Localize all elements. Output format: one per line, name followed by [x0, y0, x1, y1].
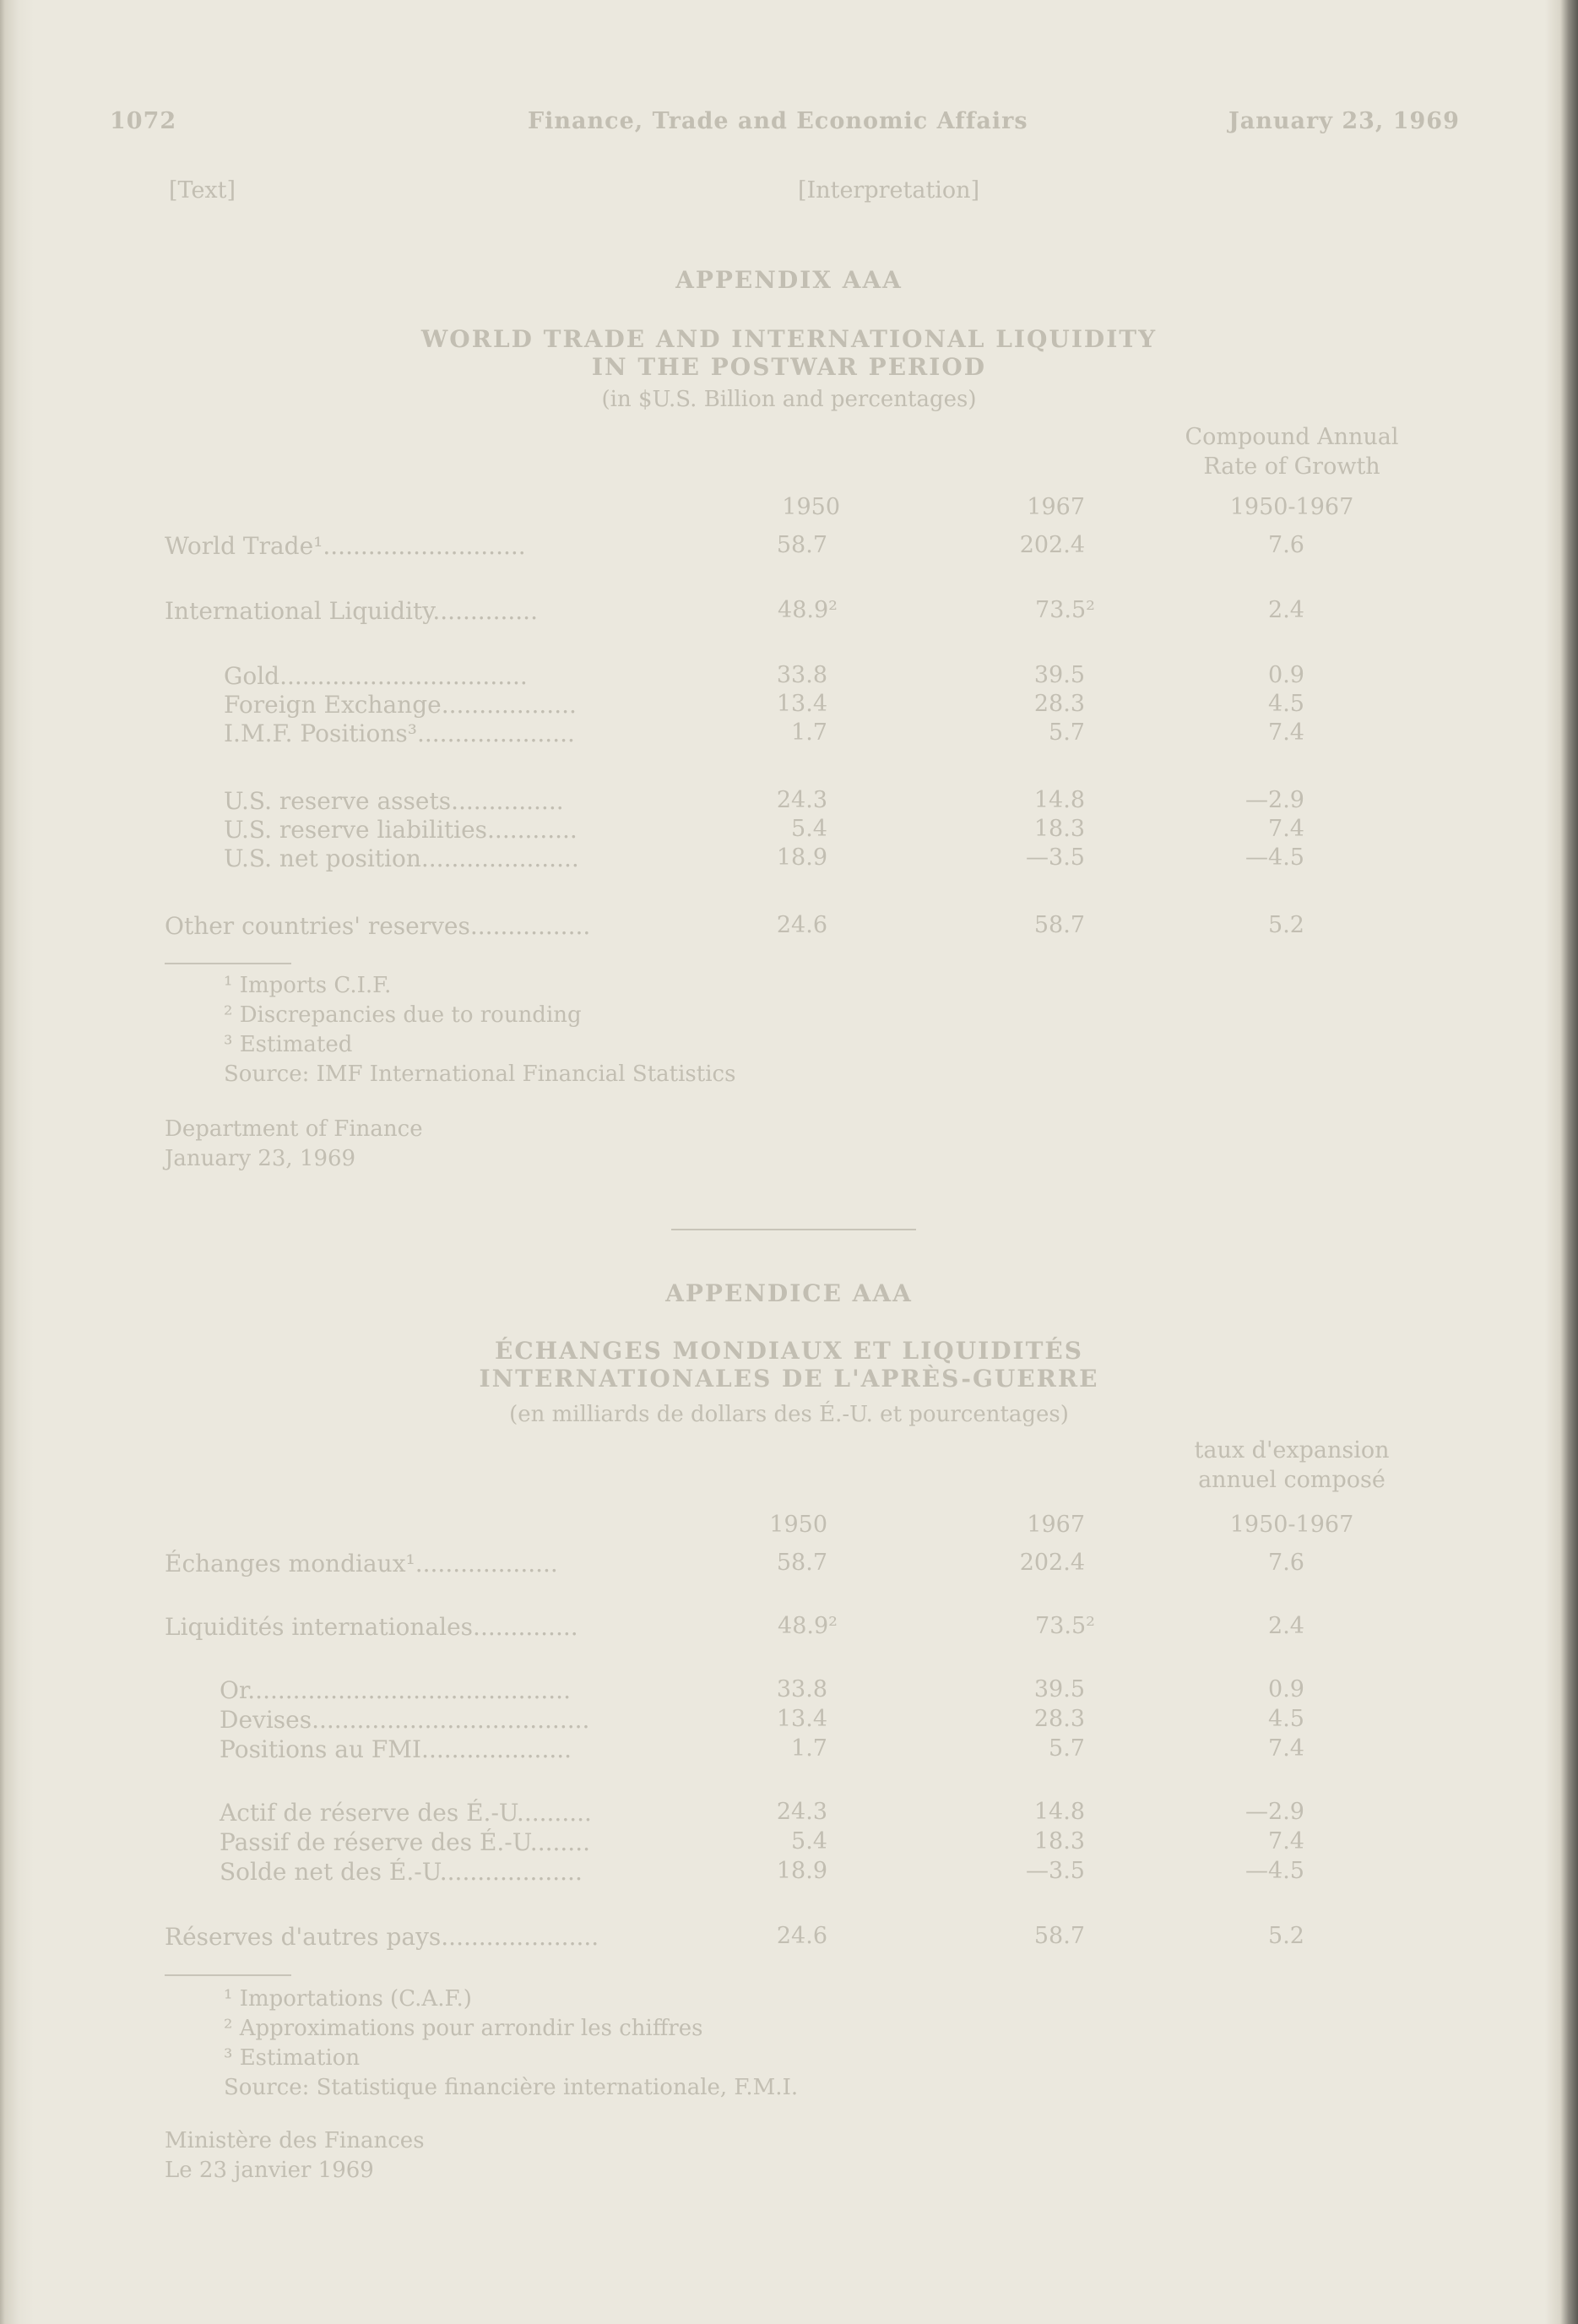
- row-label: Passif de réserve des É.-U.: [220, 1828, 538, 1856]
- cell-1950: 1.7: [791, 719, 827, 746]
- row-label: Devises: [220, 1706, 312, 1734]
- cell-1950: 1.7: [791, 1735, 827, 1762]
- signoff-fr-2: Le 23 janvier 1969: [165, 2158, 374, 2183]
- cell-1967: 73.5²: [1035, 597, 1095, 623]
- cell-rate: —2.9: [1245, 787, 1304, 813]
- row-label: U.S. reserve assets: [224, 787, 452, 815]
- source-en: Source: IMF International Financial Statistics: [224, 1062, 736, 1087]
- footnote-en-2: ² Discrepancies due to rounding: [224, 1002, 582, 1028]
- row-leader: .....................................: [312, 1706, 590, 1734]
- cell-1950: 48.9²: [778, 597, 838, 623]
- appendix-heading-en: APPENDIX AAA: [675, 266, 903, 294]
- col-header-rate-en-1: Compound Annual: [1185, 424, 1399, 450]
- row-leader: .....................: [420, 844, 579, 872]
- row-leader: .................................: [279, 662, 528, 690]
- cell-1967: 58.7: [1033, 912, 1085, 938]
- cell-rate: 2.4: [1268, 1613, 1304, 1639]
- cell-rate: 7.6: [1268, 1550, 1304, 1576]
- cell-1967: 202.4: [1019, 532, 1085, 558]
- table-title-fr-line2: INTERNATIONALES DE L'APRÈS-GUERRE: [479, 1365, 1099, 1393]
- page-number: 1072: [110, 108, 177, 134]
- cell-1967: 202.4: [1019, 1550, 1085, 1576]
- page-date: January 23, 1969: [1228, 108, 1460, 134]
- col-header-rate-fr-2: annuel composé: [1198, 1467, 1385, 1493]
- col-header-1950-fr: 1950: [769, 1512, 827, 1538]
- row-label: Or: [220, 1676, 248, 1704]
- table-row: [224, 691, 577, 719]
- footnote-fr-1: ¹ Importations (C.A.F.): [224, 1986, 472, 2012]
- cell-1967: 14.8: [1033, 787, 1085, 813]
- row-leader: ..............: [473, 1613, 578, 1641]
- cell-rate: —2.9: [1245, 1799, 1304, 1825]
- cell-1950: 58.7: [776, 1550, 827, 1576]
- footnote-rule-fr: [165, 1974, 291, 1976]
- cell-1950: 33.8: [776, 1676, 827, 1702]
- cell-1950: 18.9: [776, 1858, 827, 1884]
- interpretation-label: [Interpretation]: [798, 177, 980, 204]
- row-label: U.S. reserve liabilities: [224, 816, 488, 844]
- cell-1950: 24.6: [776, 1923, 827, 1949]
- col-header-period-en: 1950-1967: [1229, 494, 1354, 520]
- cell-rate: 0.9: [1268, 1676, 1304, 1702]
- col-header-rate-fr-1: taux d'expansion: [1194, 1437, 1390, 1463]
- cell-1967: —3.5: [1026, 844, 1085, 871]
- row-leader: ..................: [447, 1858, 583, 1886]
- table-row: [224, 816, 578, 844]
- cell-1967: 39.5: [1033, 1676, 1085, 1702]
- appendix-heading-fr: APPENDICE AAA: [665, 1279, 913, 1307]
- table-row: [165, 1550, 558, 1577]
- row-leader: ...................: [415, 1550, 558, 1577]
- source-fr: Source: Statistique financière internationale, F.M.I.: [224, 2075, 799, 2100]
- row-leader: ............: [487, 816, 578, 844]
- cell-rate: 7.4: [1268, 719, 1304, 746]
- row-label: Other countries' reserves: [165, 912, 470, 940]
- row-label: Échanges mondiaux¹: [165, 1550, 415, 1577]
- cell-1967: 28.3: [1033, 691, 1085, 717]
- cell-1950: 58.7: [776, 532, 827, 558]
- table-row: [220, 1799, 592, 1827]
- row-label: Foreign Exchange: [224, 691, 442, 719]
- footnote-fr-3: ³ Estimation: [224, 2045, 361, 2071]
- cell-rate: 4.5: [1268, 1706, 1304, 1732]
- table-row: [165, 532, 526, 560]
- cell-1950: 48.9²: [778, 1613, 838, 1639]
- row-leader: ...............: [451, 787, 564, 815]
- cell-rate: 7.4: [1268, 1735, 1304, 1762]
- col-header-1967-fr: 1967: [1027, 1512, 1085, 1538]
- row-leader: .......: [537, 1828, 590, 1856]
- cell-1950: 24.3: [776, 787, 827, 813]
- row-leader: ..................: [441, 691, 577, 719]
- table-row: [224, 787, 564, 815]
- signoff-fr-1: Ministère des Finances: [165, 2128, 425, 2153]
- row-label: U.S. net position: [224, 844, 421, 872]
- footnote-en-3: ³ Estimated: [224, 1032, 353, 1057]
- table-title-en-line1: WORLD TRADE AND INTERNATIONAL LIQUIDITY: [420, 325, 1158, 353]
- cell-1967: 58.7: [1033, 1923, 1085, 1949]
- table-row: [220, 1706, 589, 1734]
- table-row: [220, 1676, 571, 1704]
- row-leader: ....................: [421, 1735, 572, 1763]
- cell-rate: 7.4: [1268, 1828, 1304, 1854]
- cell-1967: 5.7: [1049, 1735, 1085, 1762]
- table-title-en-line2: IN THE POSTWAR PERIOD: [591, 353, 987, 381]
- cell-1967: —3.5: [1026, 1858, 1085, 1884]
- col-header-rate-en-2: Rate of Growth: [1203, 453, 1380, 480]
- table-row: [165, 912, 590, 940]
- cell-1967: 14.8: [1033, 1799, 1085, 1825]
- row-label: Liquidités internationales: [165, 1613, 474, 1641]
- row-label: Solde net des É.-U.: [220, 1858, 447, 1886]
- table-row: [165, 1613, 578, 1641]
- cell-rate: 0.9: [1268, 662, 1304, 688]
- cell-rate: 5.2: [1268, 912, 1304, 938]
- footnote-fr-2: ² Approximations pour arrondir les chiffres: [224, 2016, 703, 2041]
- text-label: [Text]: [169, 177, 236, 204]
- table-row: [224, 719, 575, 747]
- cell-1950: 24.6: [776, 912, 827, 938]
- cell-1967: 18.3: [1033, 1828, 1085, 1854]
- cell-rate: 2.4: [1268, 597, 1304, 623]
- running-title: Finance, Trade and Economic Affairs: [528, 108, 1028, 134]
- cell-1950: 13.4: [776, 691, 827, 717]
- row-leader: .....................: [416, 719, 575, 747]
- table-row: [165, 1923, 599, 1951]
- row-label: World Trade¹: [165, 532, 323, 560]
- cell-rate: 7.4: [1268, 816, 1304, 842]
- footnote-en-1: ¹ Imports C.I.F.: [224, 973, 392, 998]
- cell-rate: —4.5: [1245, 1858, 1304, 1884]
- row-label: Actif de réserve des É.-U.: [220, 1799, 524, 1827]
- section-divider: [671, 1229, 916, 1230]
- cell-1950: 13.4: [776, 1706, 827, 1732]
- row-label: Réserves d'autres pays: [165, 1923, 442, 1951]
- cell-1967: 73.5²: [1035, 1613, 1095, 1639]
- table-title-fr-line1: ÉCHANGES MONDIAUX ET LIQUIDITÉS: [495, 1337, 1083, 1365]
- cell-1950: 33.8: [776, 662, 827, 688]
- footnote-rule-en: [165, 963, 291, 964]
- row-label: International Liquidity: [165, 597, 433, 625]
- cell-1950: 5.4: [791, 1828, 827, 1854]
- row-label: I.M.F. Positions³: [224, 719, 417, 747]
- col-header-1950-en: 1950: [782, 494, 840, 520]
- cell-1967: 28.3: [1033, 1706, 1085, 1732]
- cell-rate: 4.5: [1268, 691, 1304, 717]
- col-header-1967-en: 1967: [1027, 494, 1085, 520]
- table-subtitle-en: (in $U.S. Billion and percentages): [601, 387, 977, 412]
- row-leader: .........: [523, 1799, 592, 1827]
- row-leader: ................: [469, 912, 591, 940]
- table-row: [224, 844, 579, 872]
- col-header-period-fr: 1950-1967: [1229, 1512, 1354, 1538]
- signoff-en-2: January 23, 1969: [165, 1146, 356, 1171]
- row-leader: ...........................................: [247, 1676, 571, 1704]
- table-subtitle-fr: (en milliards de dollars des É.-U. et pourcentages): [509, 1402, 1069, 1427]
- cell-1950: 18.9: [776, 844, 827, 871]
- cell-1950: 24.3: [776, 1799, 827, 1825]
- cell-1950: 5.4: [791, 816, 827, 842]
- table-row: [220, 1858, 583, 1886]
- cell-1967: 5.7: [1049, 719, 1085, 746]
- table-row: [165, 597, 538, 625]
- cell-1967: 18.3: [1033, 816, 1085, 842]
- cell-rate: —4.5: [1245, 844, 1304, 871]
- table-row: [220, 1828, 590, 1856]
- row-label: Positions au FMI: [220, 1735, 422, 1763]
- signoff-en-1: Department of Finance: [165, 1116, 423, 1142]
- row-leader: .....................: [441, 1923, 599, 1951]
- row-label: Gold: [224, 662, 280, 690]
- table-row: [224, 662, 528, 690]
- row-leader: ..............: [432, 597, 538, 625]
- row-leader: ...........................: [323, 532, 526, 560]
- cell-1967: 39.5: [1033, 662, 1085, 688]
- cell-rate: 5.2: [1268, 1923, 1304, 1949]
- table-row: [220, 1735, 572, 1763]
- cell-rate: 7.6: [1268, 532, 1304, 558]
